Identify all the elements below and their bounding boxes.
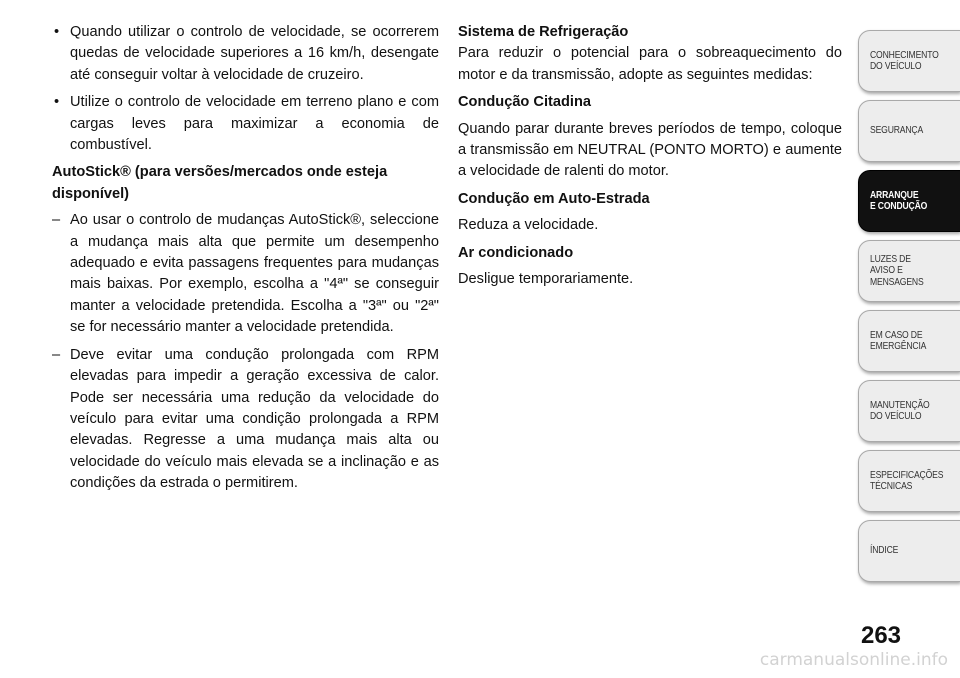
tab-em-caso-de-emergencia[interactable]	[858, 310, 960, 372]
tab-indice[interactable]	[858, 520, 960, 582]
tab-label: EM CASO DE EMERGÊNCIA	[870, 328, 927, 352]
paragraph-cooling: Para reduzir o potencial para o sobreaquecimento do motor e da transmissão, adopte as seguintes medidas:	[458, 45, 842, 83]
dash-text: Deve evitar uma condução prolongada com RPM elevadas para impedir a geração excessiva de calor. Pode ser necessária uma redução da velocidade do veículo para evitar uma condição prolongada a RPM elevadas. Regresse a uma mudança mais alta ou velocidade do veículo mais elevada se a inclinação e as condições da estrada o permitirem.	[70, 346, 439, 492]
tab-luzes-de-aviso[interactable]	[858, 240, 960, 302]
watermark: carmanualsonline.info	[759, 650, 948, 670]
bullet-item	[52, 22, 439, 86]
tab-label: ARRANQUE E CONDUÇÃO	[870, 188, 928, 212]
tab-arranque-e-conducao[interactable]	[858, 170, 960, 232]
dash-mark: –	[52, 212, 61, 229]
tab-especificacoes-tecnicas[interactable]	[858, 450, 960, 512]
dash-mark: –	[52, 346, 61, 363]
tab-conhecimento-do-veiculo[interactable]	[858, 30, 960, 92]
dash-text: Ao usar o controlo de mudanças AutoStick®, seleccione a mudança mais alta que permite um desempenho adequado e evita passagens frequentes para mudanças mais baixas. Por exemplo, escolha a "4ª" se conseguir manter a velocidade pretendida. Escolha a "3ª" ou "2ª" se for necessário manter a velocidade pretendida.	[70, 212, 439, 336]
dash-item	[52, 210, 439, 338]
right-column	[458, 22, 842, 296]
tab-label: ÍNDICE	[870, 544, 899, 557]
bullet-mark: •	[54, 94, 60, 111]
tab-label: MANUTENÇÃO DO VEÍCULO	[870, 398, 930, 422]
bullet-item	[52, 92, 439, 156]
bullet-mark: •	[54, 24, 60, 40]
paragraph-highway: Reduza a velocidade.	[458, 217, 599, 234]
tab-label: LUZES DE AVISO E MENSAGENS	[870, 252, 924, 288]
bullet-text: Utilize o controlo de velocidade em terreno plano e com cargas leves para maximizar a economia de combustível.	[70, 94, 439, 154]
tab-label: SEGURANÇA	[870, 124, 924, 137]
bullet-text: Quando utilizar o controlo de velocidade, se ocorrerem quedas de velocidade superiores a 16 km/h, desengate até conseguir voltar à velocidade de cruzeiro.	[70, 24, 439, 83]
paragraph-city: Quando parar durante breves períodos de tempo, coloque a transmissão em NEUTRAL (PONTO MORTO) e aumente a velocidade de ralenti do motor.	[458, 120, 842, 180]
section-heading-highway: Condução em Auto-Estrada	[458, 190, 650, 207]
section-heading-city: Condução Citadina	[458, 94, 591, 111]
section-heading-cooling: Sistema de Refrigeração	[458, 24, 629, 40]
dash-item	[52, 345, 439, 495]
page-number: 263	[860, 622, 902, 649]
left-column	[52, 22, 439, 501]
tab-seguranca[interactable]	[858, 100, 960, 162]
paragraph-ac: Desligue temporariamente.	[458, 271, 634, 288]
tab-label: ESPECIFICAÇÕES TÉCNICAS	[870, 468, 944, 492]
section-heading-autostick: AutoStick® (para versões/mercados onde esteja disponível)	[52, 164, 388, 202]
section-heading-ac: Ar condicionado	[458, 244, 574, 261]
tab-manutencao-do-veiculo[interactable]	[858, 380, 960, 442]
chapter-tabs	[858, 30, 960, 590]
tab-label: CONHECIMENTO DO VEÍCULO	[870, 48, 939, 72]
